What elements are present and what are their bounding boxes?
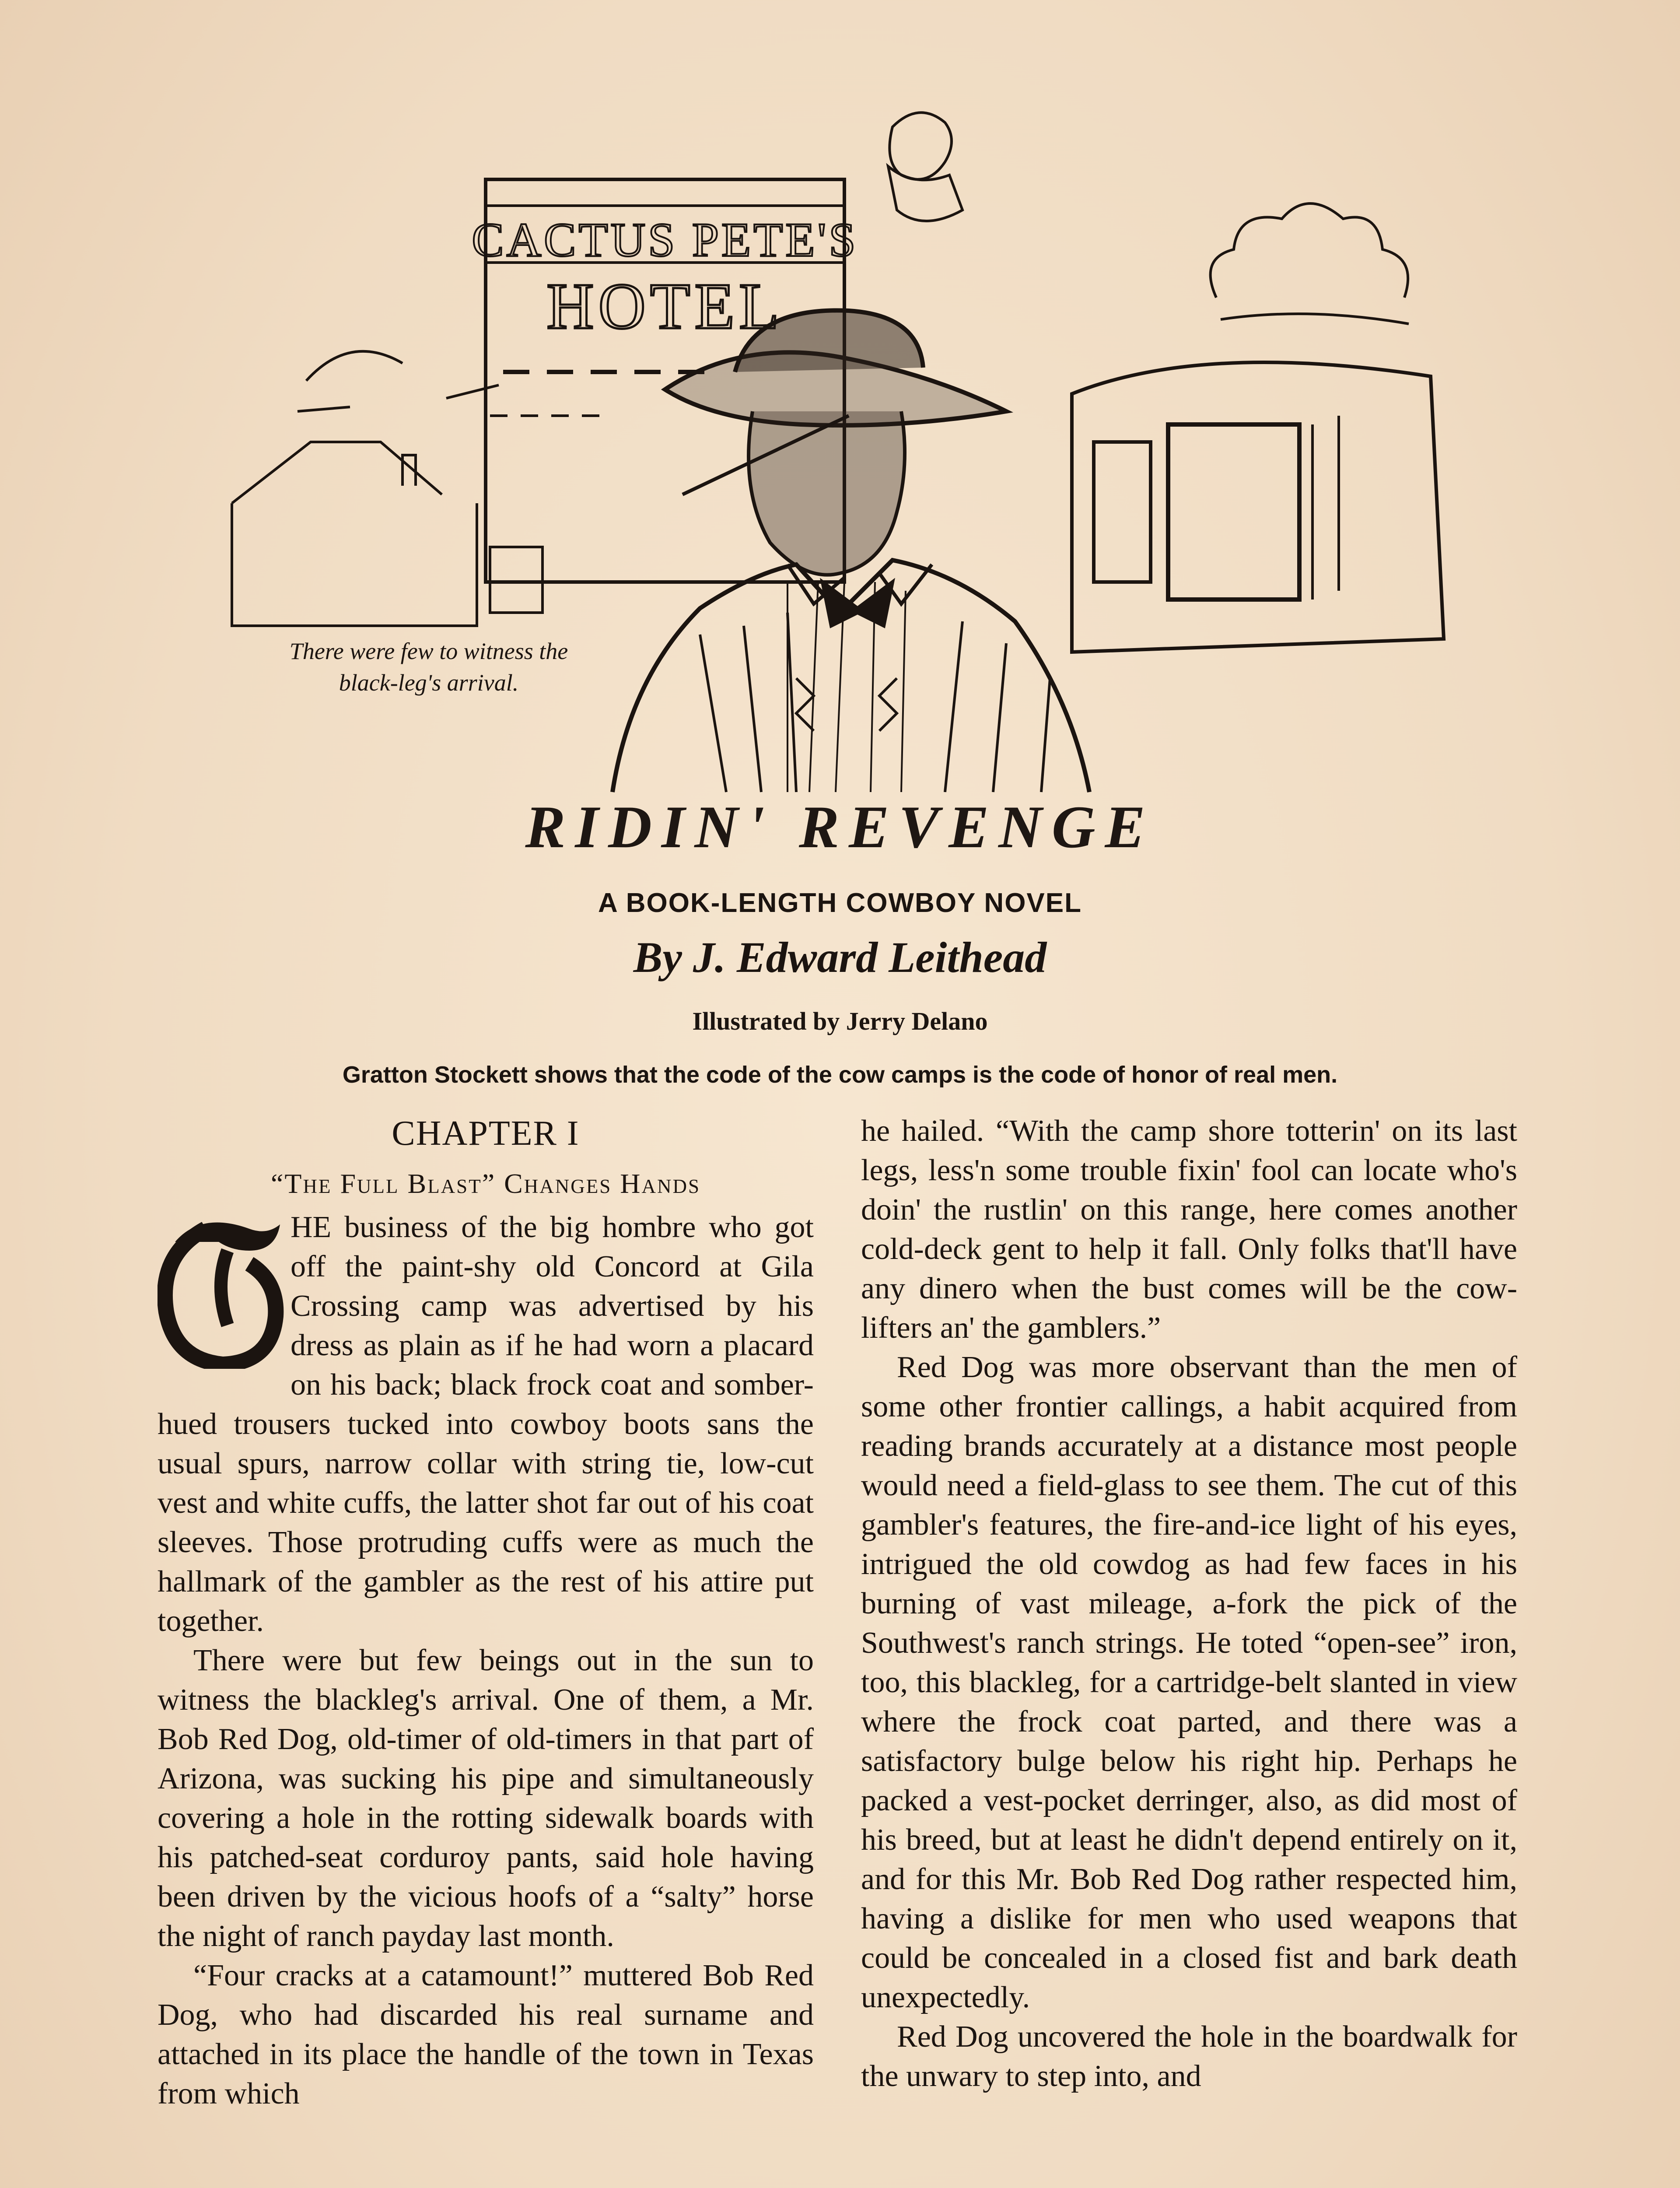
story-tagline: Gratton Stockett shows that the code of the cow camps is the code of honor of real men.	[342, 1062, 1338, 1088]
illustrator-credit: Illustrated by Jerry Delano	[692, 1007, 988, 1035]
left-column	[158, 1112, 814, 2114]
body-paragraph: “Four cracks at a catamount!” muttered Bob Red Dog, who had discarded his real surname and attached in its place the handle of the town in Texas from which	[158, 1959, 814, 2111]
illustration-caption: There were few to witness the black-leg's arrival.	[289, 638, 568, 696]
right-column	[861, 1112, 1517, 2096]
story-byline: By J. Edward Leithead	[633, 933, 1047, 982]
chapter-subheading: “The Full Blast” Changes Hands	[270, 1168, 701, 1199]
hotel-sign-line1: CACTUS PETE'S	[472, 213, 858, 266]
body-paragraph: Red Dog uncovered the hole in the boardwalk for the unwary to step into, and	[861, 2020, 1517, 2093]
drop-cap-glyph	[158, 1211, 284, 1369]
body-paragraph: he hailed. “With the camp shore totterin' on its last legs, less'n some trouble fixin' fool can locate who's doin' the rustlin' on this range, here comes another cold-deck gent to help it fall. Only folks that'll have any dinero when the bust comes will be the cow-lifters an' the gamblers.”	[861, 1114, 1517, 1345]
story-subtitle: A BOOK-LENGTH COWBOY NOVEL	[598, 888, 1082, 918]
opening-paragraph-wrap	[158, 1208, 814, 1641]
body-paragraph: HE business of the big hombre who got off the paint-shy old Concord at Gila Crossing camp was advertised by his dress as plain as if he had worn a placard on his back; black frock coat and somber-hued trousers tucked into cowboy boots sans the usual spurs, narrow collar with string tie, low-cut vest and white cuffs, the latter shot far out of his coat sleeves. Those protruding cuffs were as much the hallmark of the gambler as the rest of his attire put together.	[158, 1210, 814, 1638]
body-paragraph: Red Dog was more observant than the men of some other frontier callings, a habit acquired from reading brands accurately at a distance most people would need a field-glass to see them. The cut of this gambler's features, the fire-and-ice light of his eyes, intrigued the old cowdog as had few faces in his burning of vast mileage, a-fork the pick of the Southwest's ranch strings. He toted “open-see” iron, too, this blackleg, for a cartridge-belt slanted in view where the frock coat parted, and there was a satisfactory bulge below his right hip. Perhaps he packed a vest-pocket derringer, also, as did most of his breed, but at least he didn't depend entirely on it, and for this Mr. Bob Red Dog rather respected him, having a dislike for men who used weapons that could be concealed in a closed fist and bark death unexpectedly.	[861, 1350, 1517, 2014]
body-paragraph: There were but few beings out in the sun to witness the blackleg's arrival. One of them, a Mr. Bob Red Dog, old-timer of old-timers in that part of Arizona, was sucking his pipe and simultaneously covering a hole in the rotting sidewalk boards with his patched-seat corduroy pants, said hole having been driven by the vicious hoofs of a “salty” horse the night of ranch payday last month.	[158, 1644, 814, 1953]
hotel-sign-line2: HOTEL	[546, 270, 784, 343]
drop-cap-initial	[158, 1211, 284, 1369]
chapter-heading: CHAPTER I	[392, 1114, 580, 1153]
story-title: RIDIN' REVENGE	[525, 793, 1155, 860]
